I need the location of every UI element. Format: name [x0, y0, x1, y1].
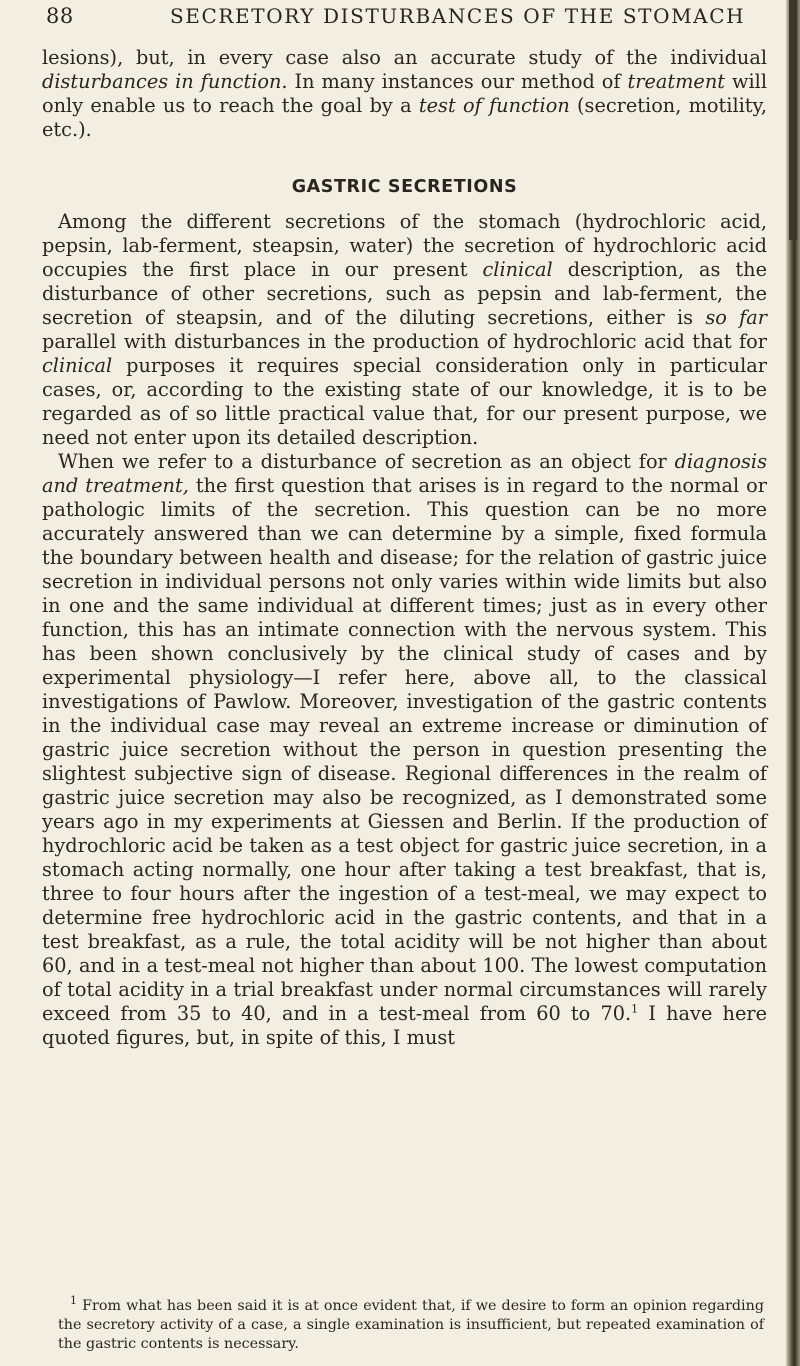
section-heading: GASTRIC SECRETIONS — [291, 177, 518, 197]
para1-italic-2: so far — [705, 306, 768, 329]
intro-italic-3: test of function — [418, 94, 570, 117]
para1-text-2: description, as the disturbance of other secretions, such as pepsin and lab-ferment, the secretion of steapsin, and of the diluting secretions, either is — [42, 258, 767, 329]
footnote-marker: 1 — [70, 1294, 77, 1308]
footnote-reference: 1 — [631, 1002, 639, 1016]
para1-italic-1: clinical — [482, 258, 553, 281]
para2-text-2: the first question that arises is in regard to the normal or pathologic limits of the secretion. This question can be no more accurately answered than we can determine by a simple, fixed formula the boundary between health and disease; for the relation of gastric juice secretion in individual persons not only varies within wide limits but also in one and the same individual at different times; just as in every other function, this has an intimate connection with the nervous system. This has been shown conclusively by the clinical study of cases and by experimental physiology—I refer here, above all, to the classical investigations of Pawlow. Moreover, investigation of the gastric contents in the individual case may reveal an extreme increase or diminution of gastric juice secretion without the person in question presenting the slightest subjective sign of disease. Regional differences in the realm of gastric juice secretion may also be recognized, as I demonstrated some years ago in my experiments at Giessen and Berlin. If the production of hydrochloric acid be taken as a test object for gastric juice secretion, in a stomach acting normally, one hour after taking a test breakfast, that is, three to four hours after the ingestion of a test-meal, we may expect to determine free hydrochloric acid in the gastric contents, and that in a test breakfast, as a rule, the total acidity will be not higher than about 60, and in a test-meal not higher than about 100. The lowest computation of total acidity in a trial breakfast under normal circumstances will rarely exceed from 35 to 40, and in a test-meal from 60 to 70. — [42, 474, 767, 1025]
body-text — [42, 46, 767, 1050]
running-title: SECRETORY DISTURBANCES OF THE STOMACH — [170, 4, 746, 28]
page-edge-dark-band — [789, 0, 797, 240]
page-header — [46, 4, 746, 28]
para1-text-3: parallel with disturbances in the production of hydrochloric acid that for — [42, 330, 767, 353]
intro-paragraph — [42, 46, 767, 142]
intro-italic-2: treatment — [627, 70, 726, 93]
para2-text-1: When we refer to a disturbance of secretion as an object for — [58, 450, 675, 473]
paragraph-secretions — [42, 210, 767, 450]
intro-text-2: In many instances our method of — [287, 70, 628, 93]
para1-text-4: purposes it requires special consideration only in particular cases, or, according to the existing state of our knowledge, it is to be regarded as of so little practical value that, for our present purpose, we need not enter upon its detailed description. — [42, 354, 767, 449]
para1-italic-3: clinical — [42, 354, 113, 377]
intro-text-3: will only enable us to reach the goal by a — [42, 70, 767, 117]
intro-italic-1: disturbances in function. — [42, 70, 288, 93]
intro-text-1: lesions), but, in every case also an accurate study of the individual — [42, 46, 767, 69]
footnote-text: From what has been said it is at once evident that, if we desire to form an opinion regarding the secretory activity of a case, a single examination is insufficient, but repeated examination of the gastric contents is necessary. — [58, 1298, 764, 1352]
para2-text-3: I have here quoted figures, but, in spite of this, I must — [42, 1002, 767, 1049]
footnote — [58, 1294, 764, 1354]
intro-text-4: (secretion, motility, etc.). — [42, 94, 767, 141]
para2-italic-1: diagnosis and treatment, — [42, 450, 767, 497]
paragraph-diagnosis — [42, 450, 767, 1050]
para1-text-1: Among the different secretions of the stomach (hydrochloric acid, pepsin, lab-ferment, steapsin, water) the secretion of hydrochloric acid occupies the first place in our present — [42, 210, 767, 281]
page-number: 88 — [46, 4, 74, 28]
